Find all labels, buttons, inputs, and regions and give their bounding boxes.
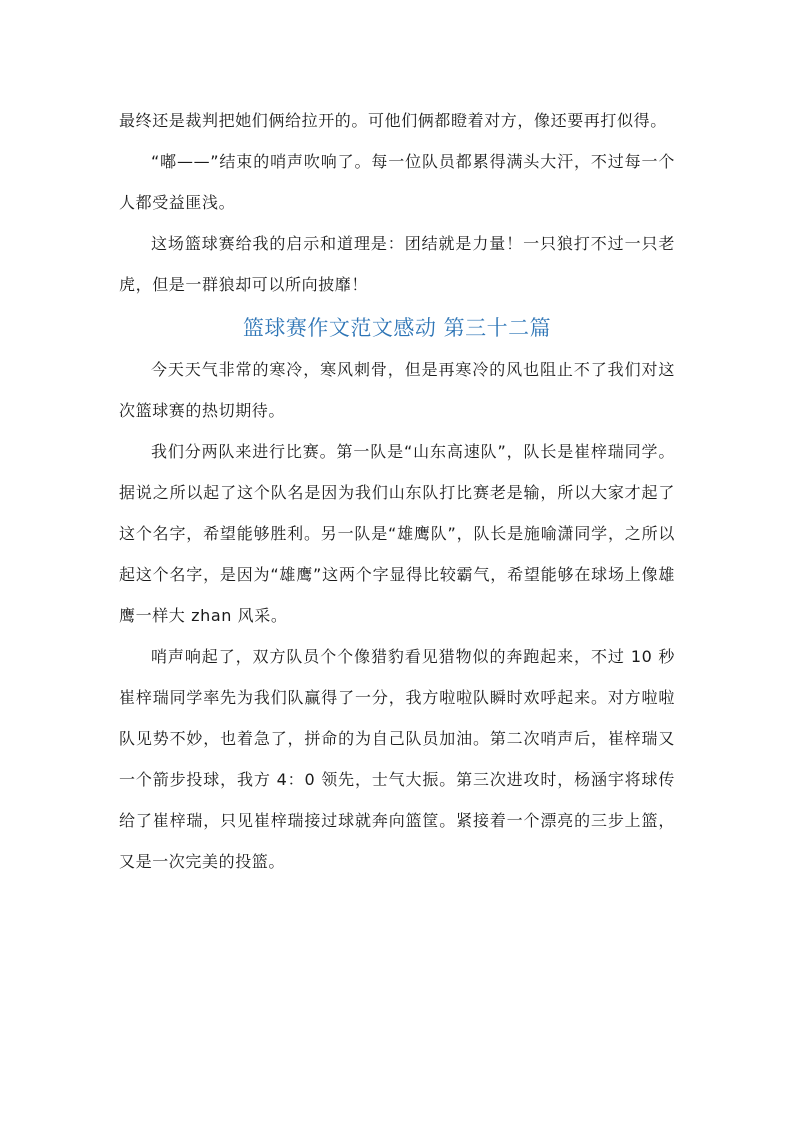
- paragraph-weather: 今天天气非常的寒冷，寒风刺骨，但是再寒冷的风也阻止不了我们对这次篮球赛的热切期待。: [119, 360, 675, 420]
- document-body: [119, 100, 675, 882]
- paragraph-game: 哨声响起了，双方队员个个像猎豹看见猎物似的奔跑起来，不过 10 秒崔梓瑞同学率先为我们队赢得了一分，我方啦啦队瞬时欢呼起来。对方啦啦队见势不妙，也着急了，拼命的为自己队员加油。第二次哨声后，崔梓瑞又一个箭步投球，我方 4：0 领先，士气大振。第三次进攻时，杨涵宇将球传给了崔梓瑞，只见崔梓瑞接过球就奔向篮筐。紧接着一个漂亮的三步上篮，又是一次完美的投篮。: [119, 647, 675, 871]
- paragraph-lesson: 这场篮球赛给我的启示和道理是：团结就是力量！一只狼打不过一只老虎，但是一群狼却可以所向披靡！: [119, 234, 675, 294]
- paragraph-teams: 我们分两队来进行比赛。第一队是“山东高速队”，队长是崔梓瑞同学。据说之所以起了这个队名是因为我们山东队打比赛老是输，所以大家才起了这个名字，希望能够胜利。另一队是“雄鹰队”，队长是施喻潇同学，之所以起这个名字，是因为“雄鹰”这两个字显得比较霸气，希望能够在球场上像雄鹰一样大 zhan 风采。: [119, 442, 675, 625]
- section-heading: 篮球赛作文范文感动 第三十二篇: [242, 316, 552, 340]
- paragraph-continued: 最终还是裁判把她们俩给拉开的。可他们俩都瞪着对方，像还要再打似得。: [119, 111, 667, 130]
- paragraph-whistle: “嘟——”结束的哨声吹响了。每一位队员都累得满头大汗，不过每一个人都受益匪浅。: [119, 152, 675, 212]
